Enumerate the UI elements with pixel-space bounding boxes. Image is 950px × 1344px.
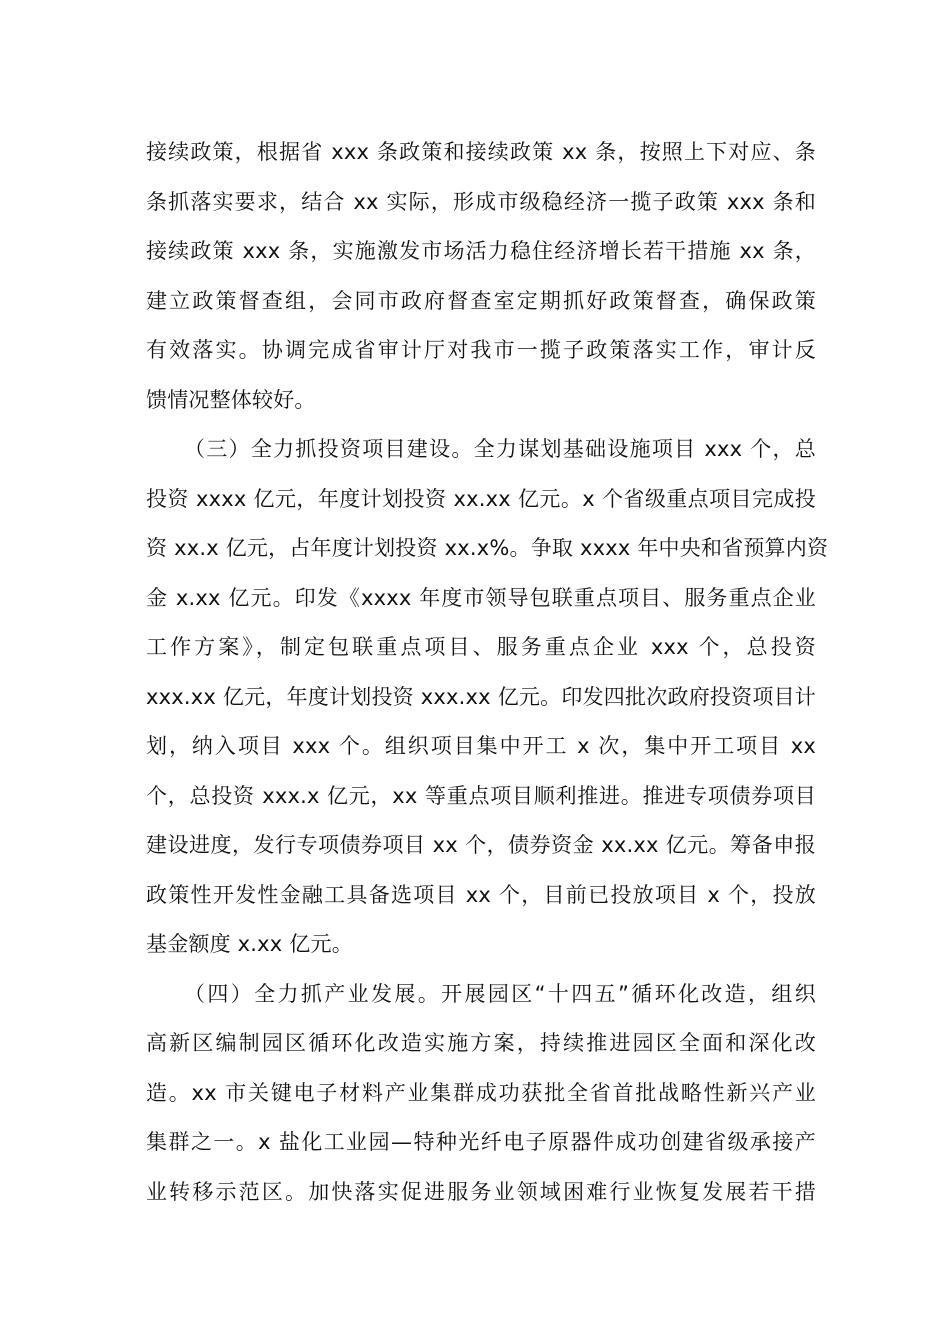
text-line: 接续政策 xxx 条，实施激发市场活力稳住经济增长若干措施 xx 条，: [146, 239, 816, 263]
text-line: 建立政策督查组，会同市政府督查室定期抓好政策督查，确保政策: [146, 288, 816, 313]
text-line: 高新区编制园区循环化改造实施方案，持续推进园区全面和深化改: [146, 1031, 816, 1055]
text-line: 资 xx.x 亿元，占年度计划投资 xx.x%。争取 xxxx 年中央和省预算内资: [146, 536, 829, 560]
section-heading-line: （四）全力抓产业发展。开展园区“十四五”循环化改造，组织: [184, 981, 816, 1006]
body-text: [146, 128, 829, 1217]
text-line: 投资 xxxx 亿元，年度计划投资 xx.xx 亿元。x 个省级重点项目完成投: [146, 486, 816, 511]
text-line: 业转移示范区。加快落实促进服务业领域困难行业恢复发展若干措: [146, 1179, 816, 1204]
section-heading-line: （三）全力抓投资项目建设。全力谋划基础设施项目 xxx 个，总: [184, 437, 816, 461]
text-line: 馈情况整体较好。: [146, 387, 316, 412]
text-line: 政策性开发性金融工具备选项目 xx 个，目前已投放项目 x 个，投放: [146, 882, 816, 907]
text-line: 工作方案》，制定包联重点项目、服务重点企业 xxx 个，总投资: [146, 635, 816, 659]
text-line: 有效落实。协调完成省审计厅对我市一揽子政策落实工作，审计反: [146, 338, 816, 362]
text-line: 个，总投资 xxx.x 亿元，xx 等重点项目顺利推进。推进专项债券项目: [146, 783, 816, 808]
text-line: 造。xx 市关键电子材料产业集群成功获批全省首批战略性新兴产业: [146, 1080, 816, 1105]
text-line: xxx.xx 亿元，年度计划投资 xxx.xx 亿元。印发四批次政府投资项目计: [146, 684, 816, 709]
text-line: 金 x.xx 亿元。印发《xxxx 年度市领导包联重点项目、服务重点企业: [146, 585, 816, 610]
text-line: 接续政策，根据省 xxx 条政策和接续政策 xx 条，按照上下对应、条: [146, 140, 816, 164]
text-line: 集群之一。x 盐化工业园—特种光纤电子原器件成功创建省级承接产: [146, 1130, 816, 1154]
text-line: 基金额度 x.xx 亿元。: [146, 932, 353, 956]
text-line: 条抓落实要求，结合 xx 实际，形成市级稳经济一揽子政策 xxx 条和: [146, 189, 816, 214]
text-line: 建设进度，发行专项债券项目 xx 个，债券资金 xx.xx 亿元。筹备申报: [146, 833, 816, 857]
text-line: 划，纳入项目 xxx 个。组织项目集中开工 x 次，集中开工项目 xx: [146, 734, 816, 758]
